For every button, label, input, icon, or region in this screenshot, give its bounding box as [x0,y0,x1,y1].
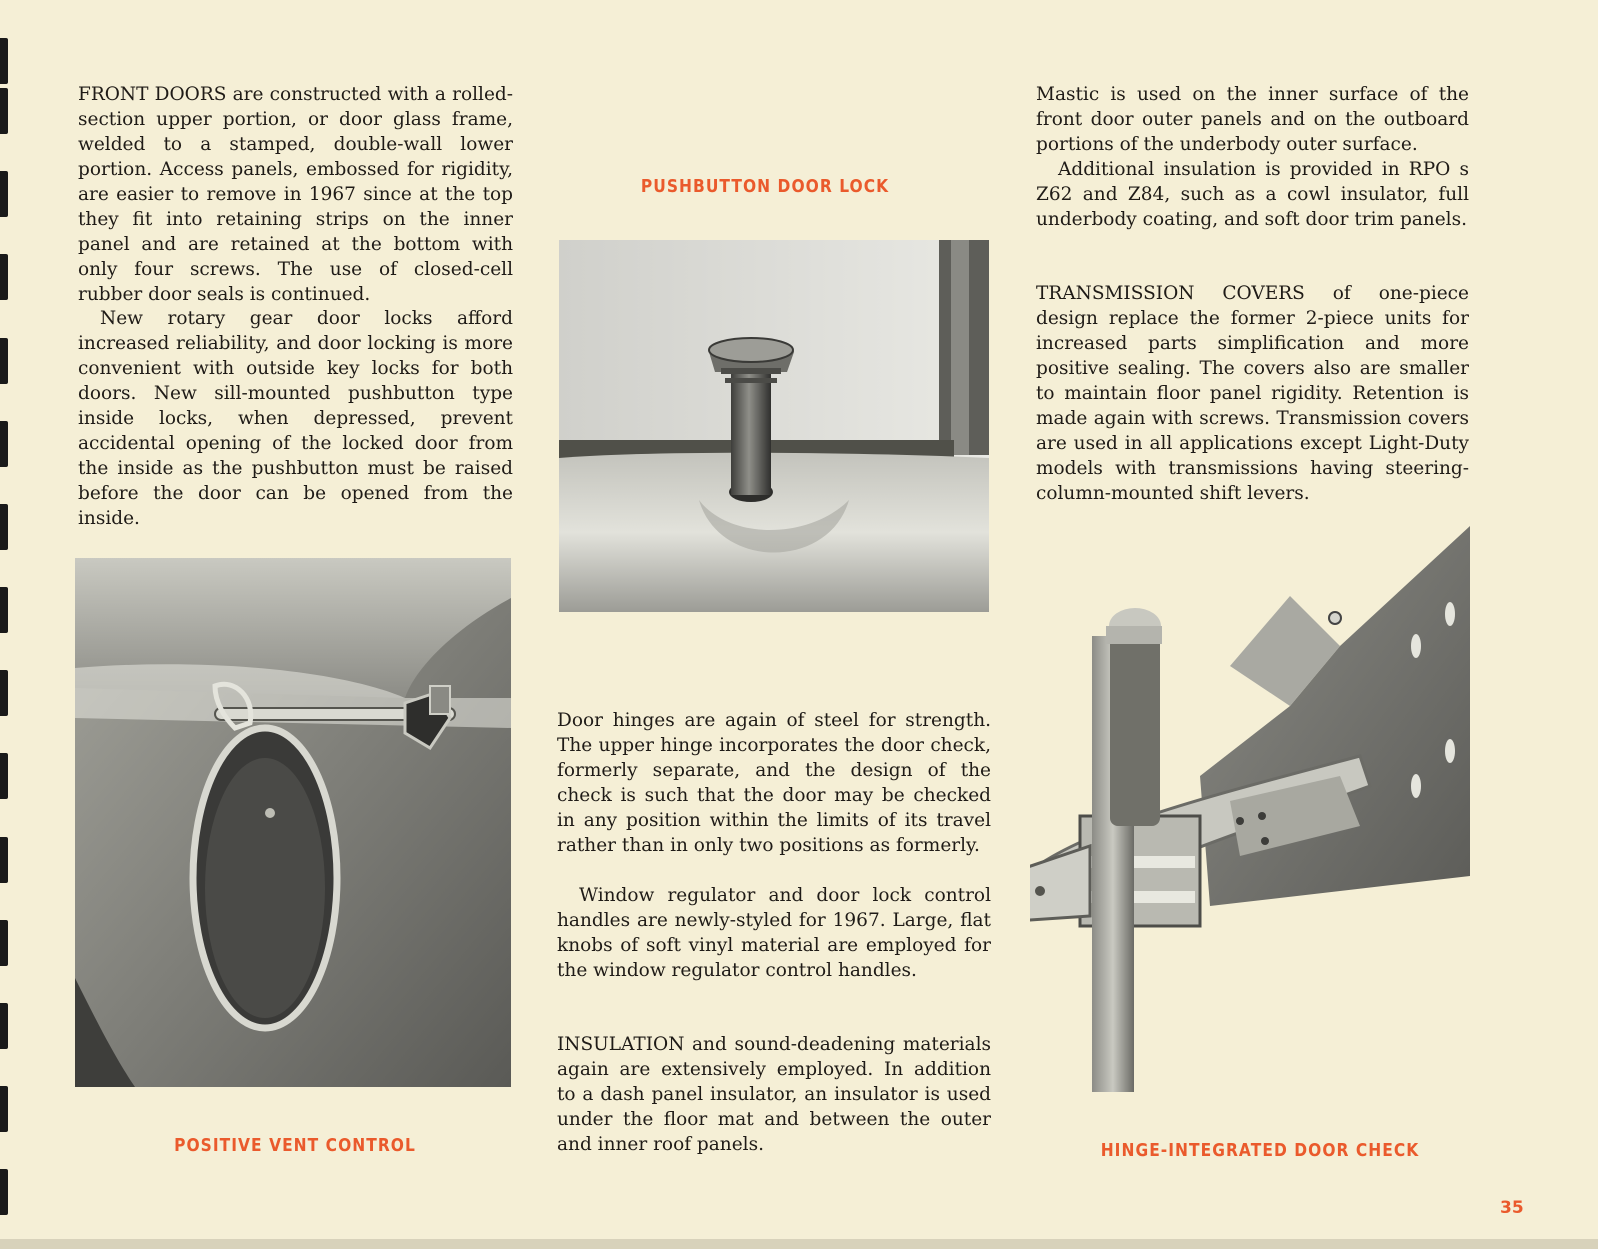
binding-tab [0,88,8,134]
additional-insulation-paragraph: Additional insulation is provided in RPO s Z62 and Z84, such as a cowl insulator, full underbody coating, and soft door trim panels. [1036,159,1469,230]
pushbutton-lock-photo [559,240,989,612]
page-bottom-edge [0,1239,1598,1249]
binding-tab [0,38,8,84]
vent-control-caption: POSITIVE VENT CONTROL [174,1135,416,1156]
window-regulator-paragraph: Window regulator and door lock control handles are newly-styled for 1967. Large, flat knobs of soft vinyl material are employed for the window regulator control handles. [557,885,991,981]
vent-control-photo [75,558,511,1087]
door-locks-paragraph: New rotary gear door locks afford increased reliability, and door locking is more convenient with outside key locks for both doors. New sill-mounted pushbutton type inside locks, when depressed, prevent accidental opening of the locked door from the inside as the pushbutton must be raised before the door can be opened from the inside. [78,308,513,529]
door-hinges-paragraph: Door hinges are again of steel for strength. The upper hinge incorporates the door check, formerly separate, and the design of the check is such that the door may be checked in any position within the limits of its travel rather than in only two positions as formerly. [557,710,991,856]
binding-tab [0,504,8,550]
insulation-paragraph: INSULATION and sound-deadening materials again are extensively employed. In addition to a dash panel insulator, an insulator is used under the floor mat and between the outer and inner roof panels. [557,1034,991,1155]
binding-tab [0,753,8,799]
front-doors-paragraph: FRONT DOORS are constructed with a rolled-section upper portion, or door glass frame, welded to a stamped, double-wall lower portion. Access panels, embossed for rigidity, are easier to remove in 1967 since at the top they fit into retaining strips on the inner panel and are retained at the bottom with only four screws. The use of closed-cell rubber door seals is continued. [78,84,513,305]
hinge-door-check-photo [1030,526,1470,1092]
binding-tab [0,338,8,384]
mastic-paragraph: Mastic is used on the inner surface of the front door outer panels and on the outboard portions of the underbody outer surface. [1036,84,1469,155]
binding-tab [0,1169,8,1215]
binding-tab [0,171,8,217]
page-number: 35 [1500,1198,1524,1218]
binding-tab [0,587,8,633]
binding-tab [0,254,8,300]
hinge-door-check-caption: HINGE-INTEGRATED DOOR CHECK [1100,1140,1420,1161]
transmission-covers-paragraph: TRANSMISSION COVERS of one-piece design replace the former 2-piece units for increased parts simplification and more positive sealing. The covers also are smaller to maintain floor panel rigidity. Retention is made again with screws. Transmission covers are used in all applications except Light-Duty models with transmissions having steering-column-mounted shift levers. [1036,283,1469,504]
binding-tab [0,837,8,883]
binding-tab [0,670,8,716]
binding-tab [0,421,8,467]
binding-tab [0,920,8,966]
binding-tab [0,1003,8,1049]
binding-tab [0,1086,8,1132]
pushbutton-caption: PUSHBUTTON DOOR LOCK [640,176,890,197]
